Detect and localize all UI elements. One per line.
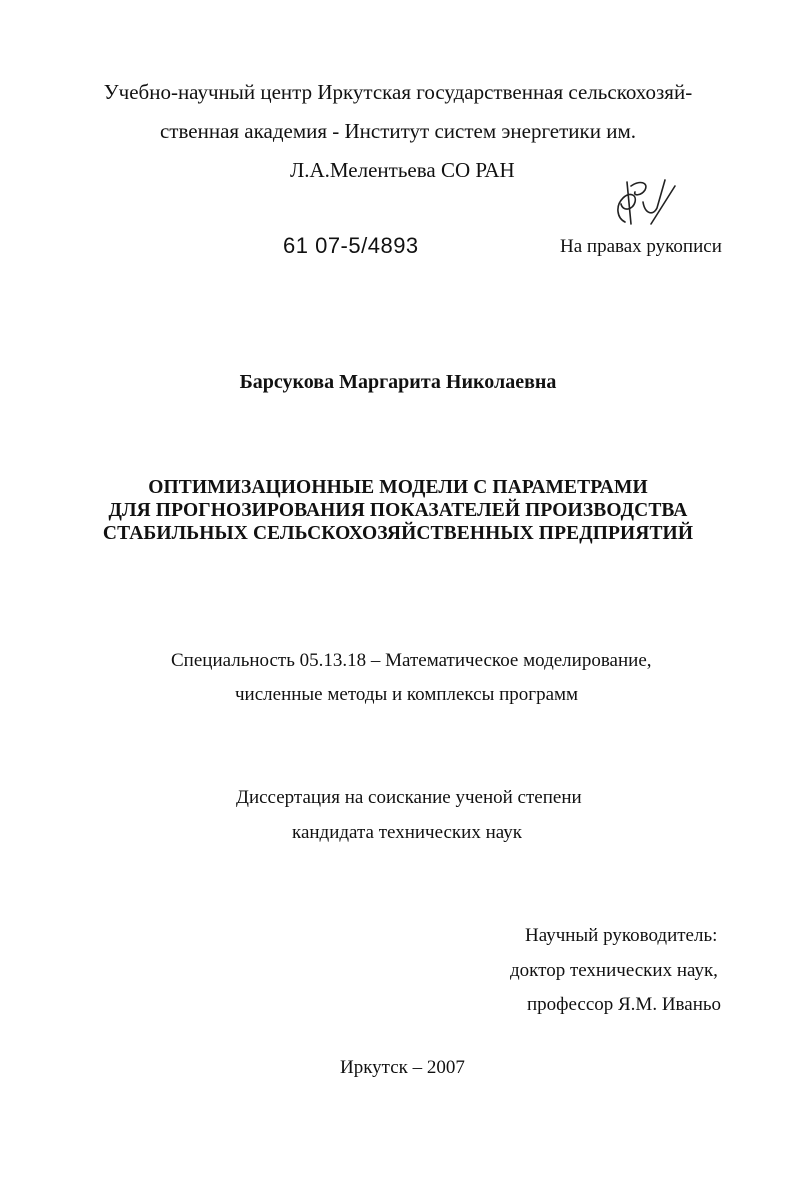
- specialty-line-2: численные методы и комплексы программ: [235, 684, 579, 705]
- supervisor-label: Научный руководитель:: [525, 925, 718, 946]
- specialty-line-1: Специальность 05.13.18 – Математическое моделирование,: [171, 650, 652, 671]
- dissertation-line-2: кандидата технических наук: [292, 822, 522, 843]
- registry-number: 61 07-5/4893: [283, 233, 419, 258]
- institution-line-1: Учебно-научный центр Иркутская государственная сельскохозяй-: [103, 80, 693, 104]
- institution-line-2: ственная академия - Институт систем энергетики им.: [159, 119, 637, 143]
- supervisor-name: профессор Я.М. Иваньо: [527, 994, 722, 1015]
- dissertation-line-1: Диссертация на соискание ученой степени: [236, 787, 582, 808]
- manuscript-rights: На правах рукописи: [560, 236, 722, 257]
- signature-mark: [605, 172, 677, 230]
- title-line-2: ДЛЯ ПРОГНОЗИРОВАНИЯ ПОКАЗАТЕЛЕЙ ПРОИЗВОДСТВА: [108, 500, 688, 521]
- author-name: Барсукова Маргарита Николаевна: [239, 371, 557, 393]
- title-line-1: ОПТИМИЗАЦИОННЫЕ МОДЕЛИ С ПАРАМЕТРАМИ: [148, 477, 648, 498]
- supervisor-degree: доктор технических наук,: [510, 960, 718, 981]
- city-year: Иркутск – 2007: [340, 1057, 465, 1078]
- title-line-3: СТАБИЛЬНЫХ СЕЛЬСКОХОЗЯЙСТВЕННЫХ ПРЕДПРИЯТИЙ: [102, 523, 694, 544]
- institution-line-3: Л.А.Мелентьева СО РАН: [290, 158, 515, 182]
